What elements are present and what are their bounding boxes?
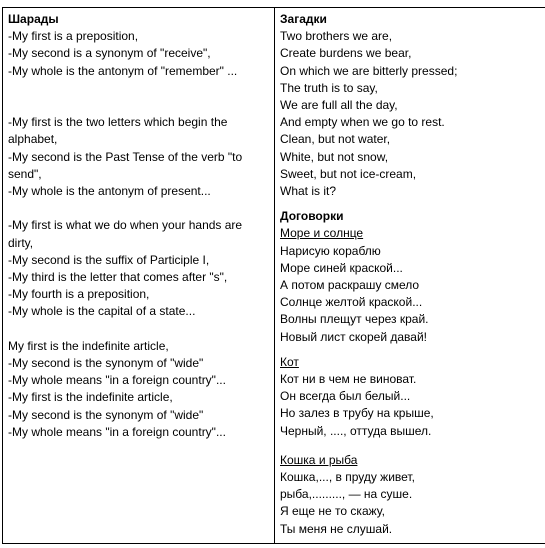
charade-line: -My first is the two letters which begin the alphabet,: [8, 115, 228, 147]
charade-1: [8, 28, 270, 80]
spacer: [8, 321, 270, 338]
charade-line: -My whole means "in a foreign country"...: [8, 424, 226, 439]
charade-3: [8, 217, 270, 320]
poem-title: Кот: [280, 354, 299, 369]
charade-line: My first is the indefinite article,: [8, 338, 169, 353]
charade-line: -My first is a preposition,: [8, 29, 139, 44]
charade-4: [8, 338, 270, 441]
charade-line: -My first is what we do when your hands are dirty,: [8, 218, 243, 250]
charade-line: -My second is the synonym of "wide": [8, 407, 204, 422]
spacer: [280, 200, 545, 208]
poem-line: Но залез в трубу на крыше,: [280, 406, 434, 421]
charade-line: -My whole is the capital of a state...: [8, 304, 196, 319]
riddle-line: Sweet, but not ice-cream,: [280, 166, 417, 181]
charade-line: -My first is the indefinite article,: [8, 390, 173, 405]
riddle-line: Clean, but not water,: [280, 132, 391, 147]
charade-line: -My fourth is a preposition,: [8, 287, 150, 302]
poem-line: Море синей краской...: [280, 260, 403, 275]
spacer: [8, 200, 270, 217]
riddle-line: On which we are bitterly pressed;: [280, 63, 458, 78]
riddle: [280, 28, 545, 200]
riddle-line: Create burdens we bear,: [280, 46, 412, 61]
spacer: [280, 346, 545, 354]
charade-line: -My second is the Past Tense of the verb "to send",: [8, 149, 243, 181]
riddle-line: And empty when we go to rest.: [280, 115, 445, 130]
poem-line: Он всегда был белый...: [280, 389, 411, 404]
charade-line: -My whole means "in a foreign country"...: [8, 373, 226, 388]
charade-line: -My second is a synonym of "receive",: [8, 46, 211, 61]
poem-line: Кот ни в чем не виноват.: [280, 372, 417, 387]
charade-line: -My third is the letter that comes after "s",: [8, 270, 228, 284]
poem-line: Волны плещут через край.: [280, 312, 429, 327]
charade-line: -My second is the synonym of "wide": [8, 356, 204, 370]
riddle-line: We are full all the day,: [280, 98, 398, 113]
poem-line: Черный, ...., оттуда вышел.: [280, 423, 432, 438]
poem-line: Я еще не то скажу,: [280, 504, 385, 519]
poem-cat: [280, 371, 545, 440]
poem-sea-and-sun: [280, 243, 545, 346]
charades-heading: Шарады: [8, 12, 59, 26]
spacer: [8, 97, 270, 114]
poem-line: рыба,........., — на суше.: [280, 487, 413, 502]
dogovorki-heading: Договорки: [280, 209, 344, 224]
poem-title: Кошка и рыба: [280, 452, 358, 467]
riddle-line: The truth is to say,: [280, 80, 378, 95]
charade-line: -My whole is the antonym of present...: [8, 184, 211, 198]
riddle-line: White, but not snow,: [280, 149, 389, 164]
poem-line: Нарисую кораблю: [280, 243, 381, 258]
poem-title: Море и солнце: [280, 226, 364, 241]
riddles-heading: Загадки: [280, 12, 327, 26]
worksheet-table: [2, 7, 545, 544]
table-row: [3, 8, 545, 544]
poem-cat-and-fish: [280, 469, 545, 538]
poem-line: Кошка,..., в пруду живет,: [280, 470, 415, 485]
poem-line: А потом раскрашу смело: [280, 278, 420, 293]
spacer: [280, 440, 545, 452]
poem-line: Солнце желтой краской...: [280, 295, 423, 310]
riddle-line: What is it?: [280, 184, 337, 199]
poem-line: Ты меня не слушай.: [280, 521, 393, 536]
poem-line: Новый лист скорей давай!: [280, 329, 427, 344]
charades-column: [3, 8, 275, 544]
charade-line: -My second is the suffix of Participle I,: [8, 252, 210, 267]
riddle-line: Two brothers we are,: [280, 29, 393, 44]
spacer: [8, 80, 270, 97]
charade-line: -My whole is the antonym of "remember" ...: [8, 63, 238, 78]
charade-2: [8, 114, 270, 200]
riddles-column: [275, 8, 545, 544]
